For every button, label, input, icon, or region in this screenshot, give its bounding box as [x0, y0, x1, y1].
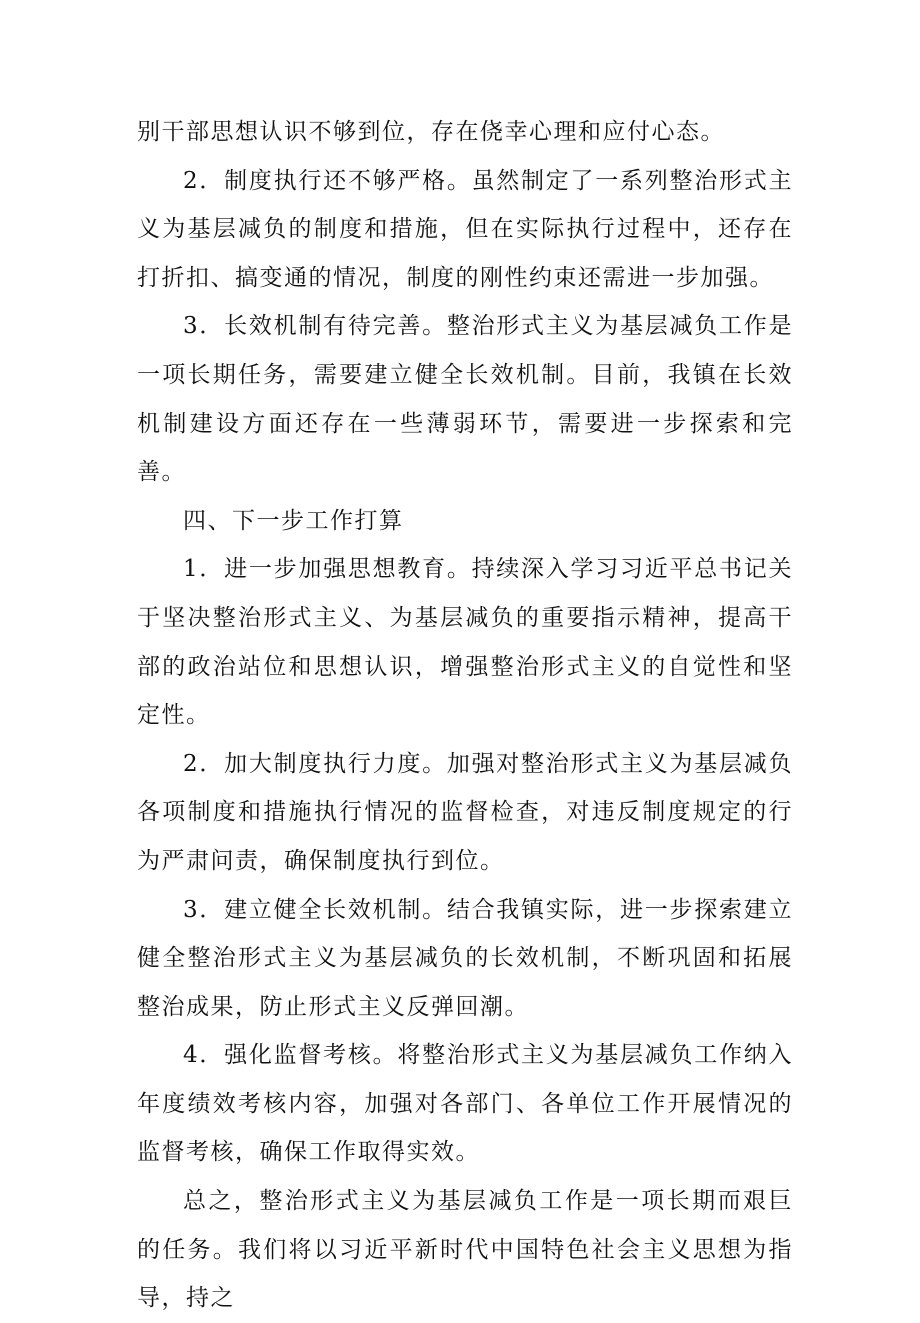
paragraph-issue-2: 2．制度执行还不够严格。虽然制定了一系列整治形式主义为基层减负的制度和措施，但在实际执行过程中，还存在打折扣、搞变通的情况，制度的刚性约束还需进一步加强。 — [137, 167, 793, 291]
paragraph-continuation: 别干部思想认识不够到位，存在侥幸心理和应付心态。 — [137, 119, 725, 145]
paragraph-plan-2: 2．加大制度执行力度。加强对整治形式主义为基层减负各项制度和措施执行情况的监督检查，对违反制度规定的行为严肃问责，确保制度执行到位。 — [137, 750, 793, 874]
paragraph-plan-4: 4．强化监督考核。将整治形式主义为基层减负工作纳入年度绩效考核内容，加强对各部门、各单位工作开展情况的监督考核，确保工作取得实效。 — [137, 1042, 793, 1166]
paragraph-plan-3: 3．建立健全长效机制。结合我镇实际，进一步探索建立健全整治形式主义为基层减负的长效机制，不断巩固和拓展整治成果，防止形式主义反弹回潮。 — [137, 896, 793, 1020]
paragraph-conclusion: 总之，整治形式主义为基层减负工作是一项长期而艰巨的任务。我们将以习近平新时代中国特色社会主义思想为指导，持之 — [137, 1188, 793, 1312]
document-body — [137, 108, 793, 1323]
paragraph-plan-1: 1．进一步加强思想教育。持续深入学习习近平总书记关于坚决整治形式主义、为基层减负的重要指示精神，提高干部的政治站位和思想认识，增强整治形式主义的自觉性和坚定性。 — [137, 556, 793, 729]
section-heading-next-steps: 四、下一步工作打算 — [183, 507, 404, 534]
paragraph-issue-3: 3．长效机制有待完善。整治形式主义为基层减负工作是一项长期任务，需要建立健全长效机制。目前，我镇在长效机制建设方面还存在一些薄弱环节，需要进一步探索和完善。 — [137, 313, 793, 486]
